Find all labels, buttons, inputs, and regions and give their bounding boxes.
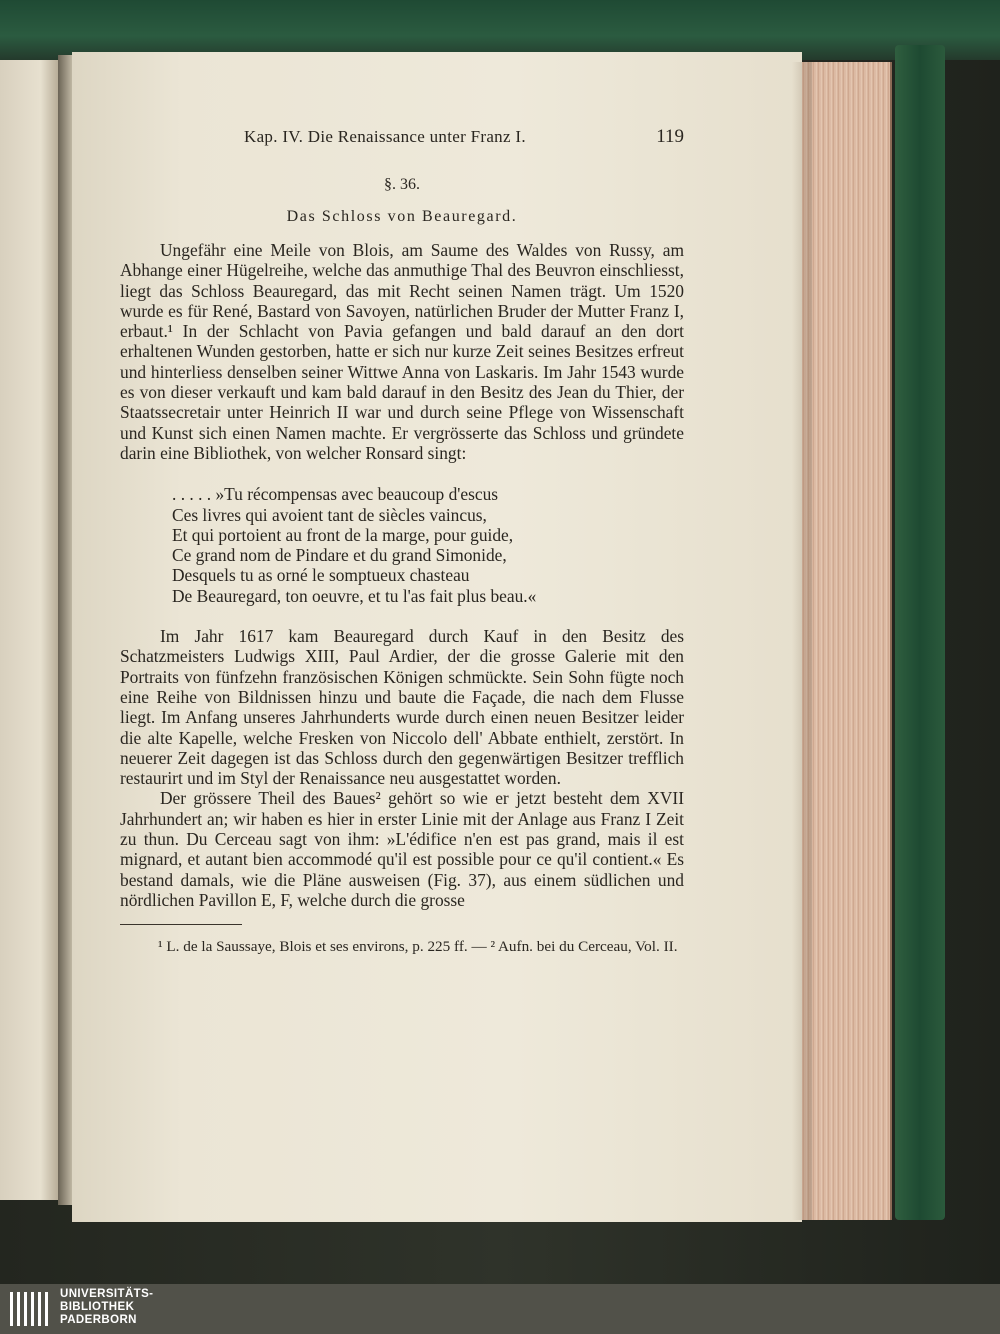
running-head bbox=[120, 120, 684, 150]
book-cover-top bbox=[0, 0, 1000, 60]
page-edge-shadow bbox=[792, 62, 812, 1220]
library-footer-bar bbox=[0, 1284, 1000, 1334]
verse-line: Ces livres qui avoient tant de siècles vaincus, bbox=[172, 504, 487, 525]
verse-quote bbox=[172, 484, 684, 606]
verse-line: Ce grand nom de Pindare et du grand Simonide, bbox=[172, 545, 507, 566]
section-number: §. 36. bbox=[384, 176, 420, 193]
footnotes bbox=[120, 937, 684, 957]
page-block-edges bbox=[800, 62, 892, 1220]
book-cover-spine bbox=[895, 45, 945, 1220]
footnote-divider bbox=[120, 924, 242, 925]
library-name-line: BIBLIOTHEK bbox=[60, 1301, 135, 1313]
library-name-line: PADERBORN bbox=[60, 1314, 137, 1326]
page-number: 119 bbox=[656, 126, 684, 147]
footnote: ¹ L. de la Saussaye, Blois et ses environs, p. 225 ff. — ² Aufn. bei du Cerceau, Vol. II. bbox=[158, 938, 678, 956]
page-content bbox=[120, 120, 684, 957]
library-name-line: UNIVERSITÄTS- bbox=[60, 1288, 154, 1300]
library-logo-icon bbox=[8, 1292, 52, 1326]
facing-page-edge bbox=[0, 60, 58, 1200]
verse-line: Desquels tu as orné le somptueux chasteau bbox=[172, 565, 470, 586]
verse-line: Et qui portoient au front de la marge, pour guide, bbox=[172, 524, 514, 545]
paragraph: Der grössere Theil des Baues² gehört so wie er jetzt besteht dem XVII Jahrhundert an; wir haben es hier in erster Linie mit der Anlage aus Franz I Zeit zu thun. Du Cerceau sagt von ihm: »L'édifice n'en est pas grand, mais il est mignard, et autant bien accommodé qu'il est possible pour ce qu'il contient.« Es bestand damals, wie die Pläne ausweisen (Fig. 37), aus einem südlichen und nördlichen Pavillon E, F, welche durch die grosse bbox=[120, 788, 684, 910]
section-title: Das Schloss von Beauregard. bbox=[286, 208, 518, 225]
verse-line: De Beauregard, ton oeuvre, et tu l'as fait plus beau.« bbox=[172, 585, 537, 606]
paragraph: Ungefähr eine Meile von Blois, am Saume des Waldes von Russy, am Abhange einer Hügelreihe, welche das anmuthige Thal des Beuvron einschliesst, liegt das Schloss Beauregard, das mit Recht seinen Namen trägt. Um 1520 wurde es für René, Bastard von Savoyen, natürlichen Bruder der Mutter Franz I, erbaut.¹ In der Schlacht von Pavia gefangen und bald darauf an den dort erhaltenen Wunden gestorben, hatte er sich nur kurze Zeit seines Besitzes erfreut und hinterliess denselben seiner Wittwe Anna von Laskaris. Im Jahr 1543 wurde es von dieser verkauft und kam bald darauf in den Besitz des Jean du Thier, der Staatssecretair unter Heinrich II war und durch seine Pflege von Wissenschaft und Kunst sich einen Namen machte. Er vergrösserte das Schloss und gründete darin eine Bibliothek, von welcher Ronsard singt: bbox=[120, 240, 684, 463]
page-gutter bbox=[58, 55, 72, 1205]
body-text bbox=[120, 240, 684, 910]
running-head-title: Kap. IV. Die Renaissance unter Franz I. bbox=[244, 127, 526, 146]
library-name bbox=[60, 1288, 153, 1327]
verse-line: . . . . . »Tu récompensas avec beaucoup d'escus bbox=[172, 484, 499, 505]
paragraph: Im Jahr 1617 kam Beauregard durch Kauf in den Besitz des Schatzmeisters Ludwigs XIII, Paul Ardier, der die grosse Galerie mit den Portraits von fünfzehn französischen Königen schmückte. Sein Sohn fügte noch eine Reihe von Bildnissen hinzu und baute die Façade, die nach dem Flusse liegt. Im Anfang unseres Jahrhunderts wurde durch einen neuen Besitzer leider die alte Kapelle, welche Fresken von Niccolo dell' Abbate enthielt, zerstört. In neuerer Zeit dagegen ist das Schloss durch den gegenwärtigen Besitzer trefflich restaurirt und im Styl der Renaissance neu ausgestattet worden. bbox=[120, 626, 684, 789]
